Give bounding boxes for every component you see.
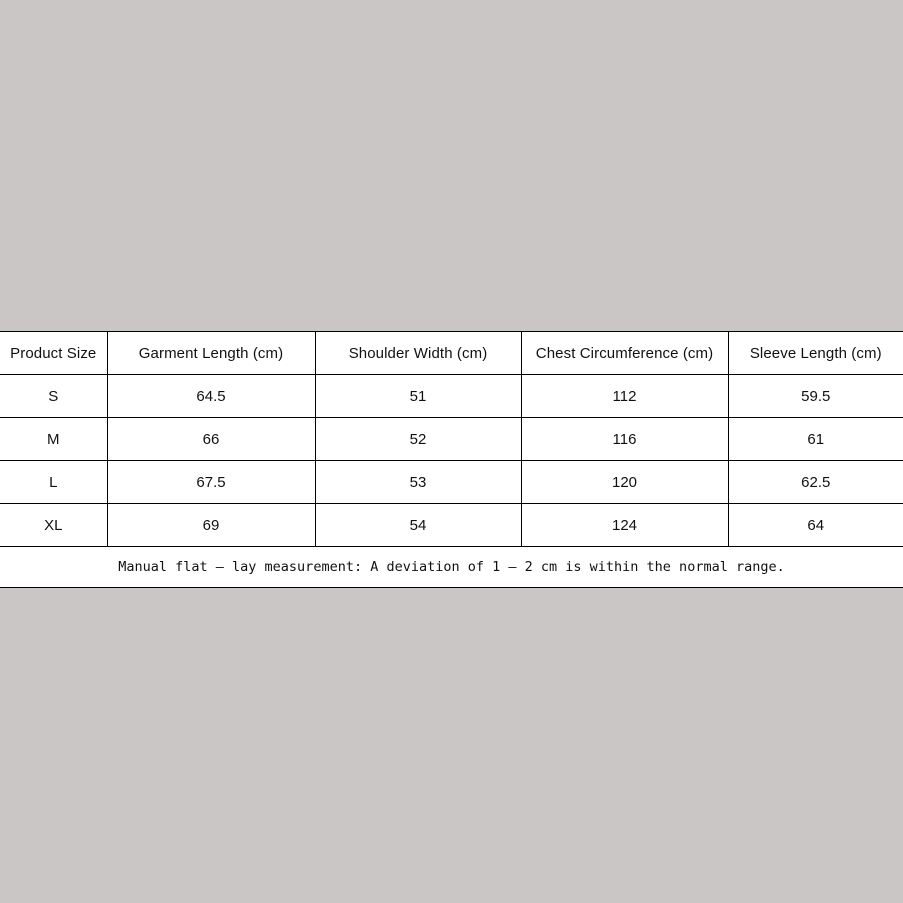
table-body xyxy=(0,375,903,547)
size-chart xyxy=(0,331,903,588)
cell-size: L xyxy=(0,461,107,504)
cell-chest-circumference: 120 xyxy=(521,461,728,504)
table-row xyxy=(0,375,903,418)
cell-size: M xyxy=(0,418,107,461)
table-header xyxy=(0,332,903,375)
column-header-garment-length: Garment Length (cm) xyxy=(107,332,315,375)
cell-garment-length: 69 xyxy=(107,504,315,547)
measurement-footnote: Manual flat – lay measurement: A deviation of 1 – 2 cm is within the normal range. xyxy=(0,547,903,588)
table-row xyxy=(0,504,903,547)
cell-garment-length: 67.5 xyxy=(107,461,315,504)
cell-chest-circumference: 124 xyxy=(521,504,728,547)
cell-shoulder-width: 53 xyxy=(315,461,521,504)
cell-chest-circumference: 112 xyxy=(521,375,728,418)
cell-size: XL xyxy=(0,504,107,547)
table-header-row xyxy=(0,332,903,375)
cell-garment-length: 64.5 xyxy=(107,375,315,418)
column-header-chest-circumference: Chest Circumference (cm) xyxy=(521,332,728,375)
table-footnote-row xyxy=(0,547,903,588)
cell-garment-length: 66 xyxy=(107,418,315,461)
column-header-shoulder-width: Shoulder Width (cm) xyxy=(315,332,521,375)
cell-sleeve-length: 61 xyxy=(728,418,903,461)
cell-shoulder-width: 51 xyxy=(315,375,521,418)
cell-shoulder-width: 54 xyxy=(315,504,521,547)
cell-shoulder-width: 52 xyxy=(315,418,521,461)
cell-sleeve-length: 64 xyxy=(728,504,903,547)
cell-sleeve-length: 59.5 xyxy=(728,375,903,418)
cell-size: S xyxy=(0,375,107,418)
cell-chest-circumference: 116 xyxy=(521,418,728,461)
table-footer xyxy=(0,547,903,588)
table-row xyxy=(0,461,903,504)
table-row xyxy=(0,418,903,461)
column-header-product-size: Product Size xyxy=(0,332,107,375)
column-header-sleeve-length: Sleeve Length (cm) xyxy=(728,332,903,375)
cell-sleeve-length: 62.5 xyxy=(728,461,903,504)
size-table xyxy=(0,331,903,588)
